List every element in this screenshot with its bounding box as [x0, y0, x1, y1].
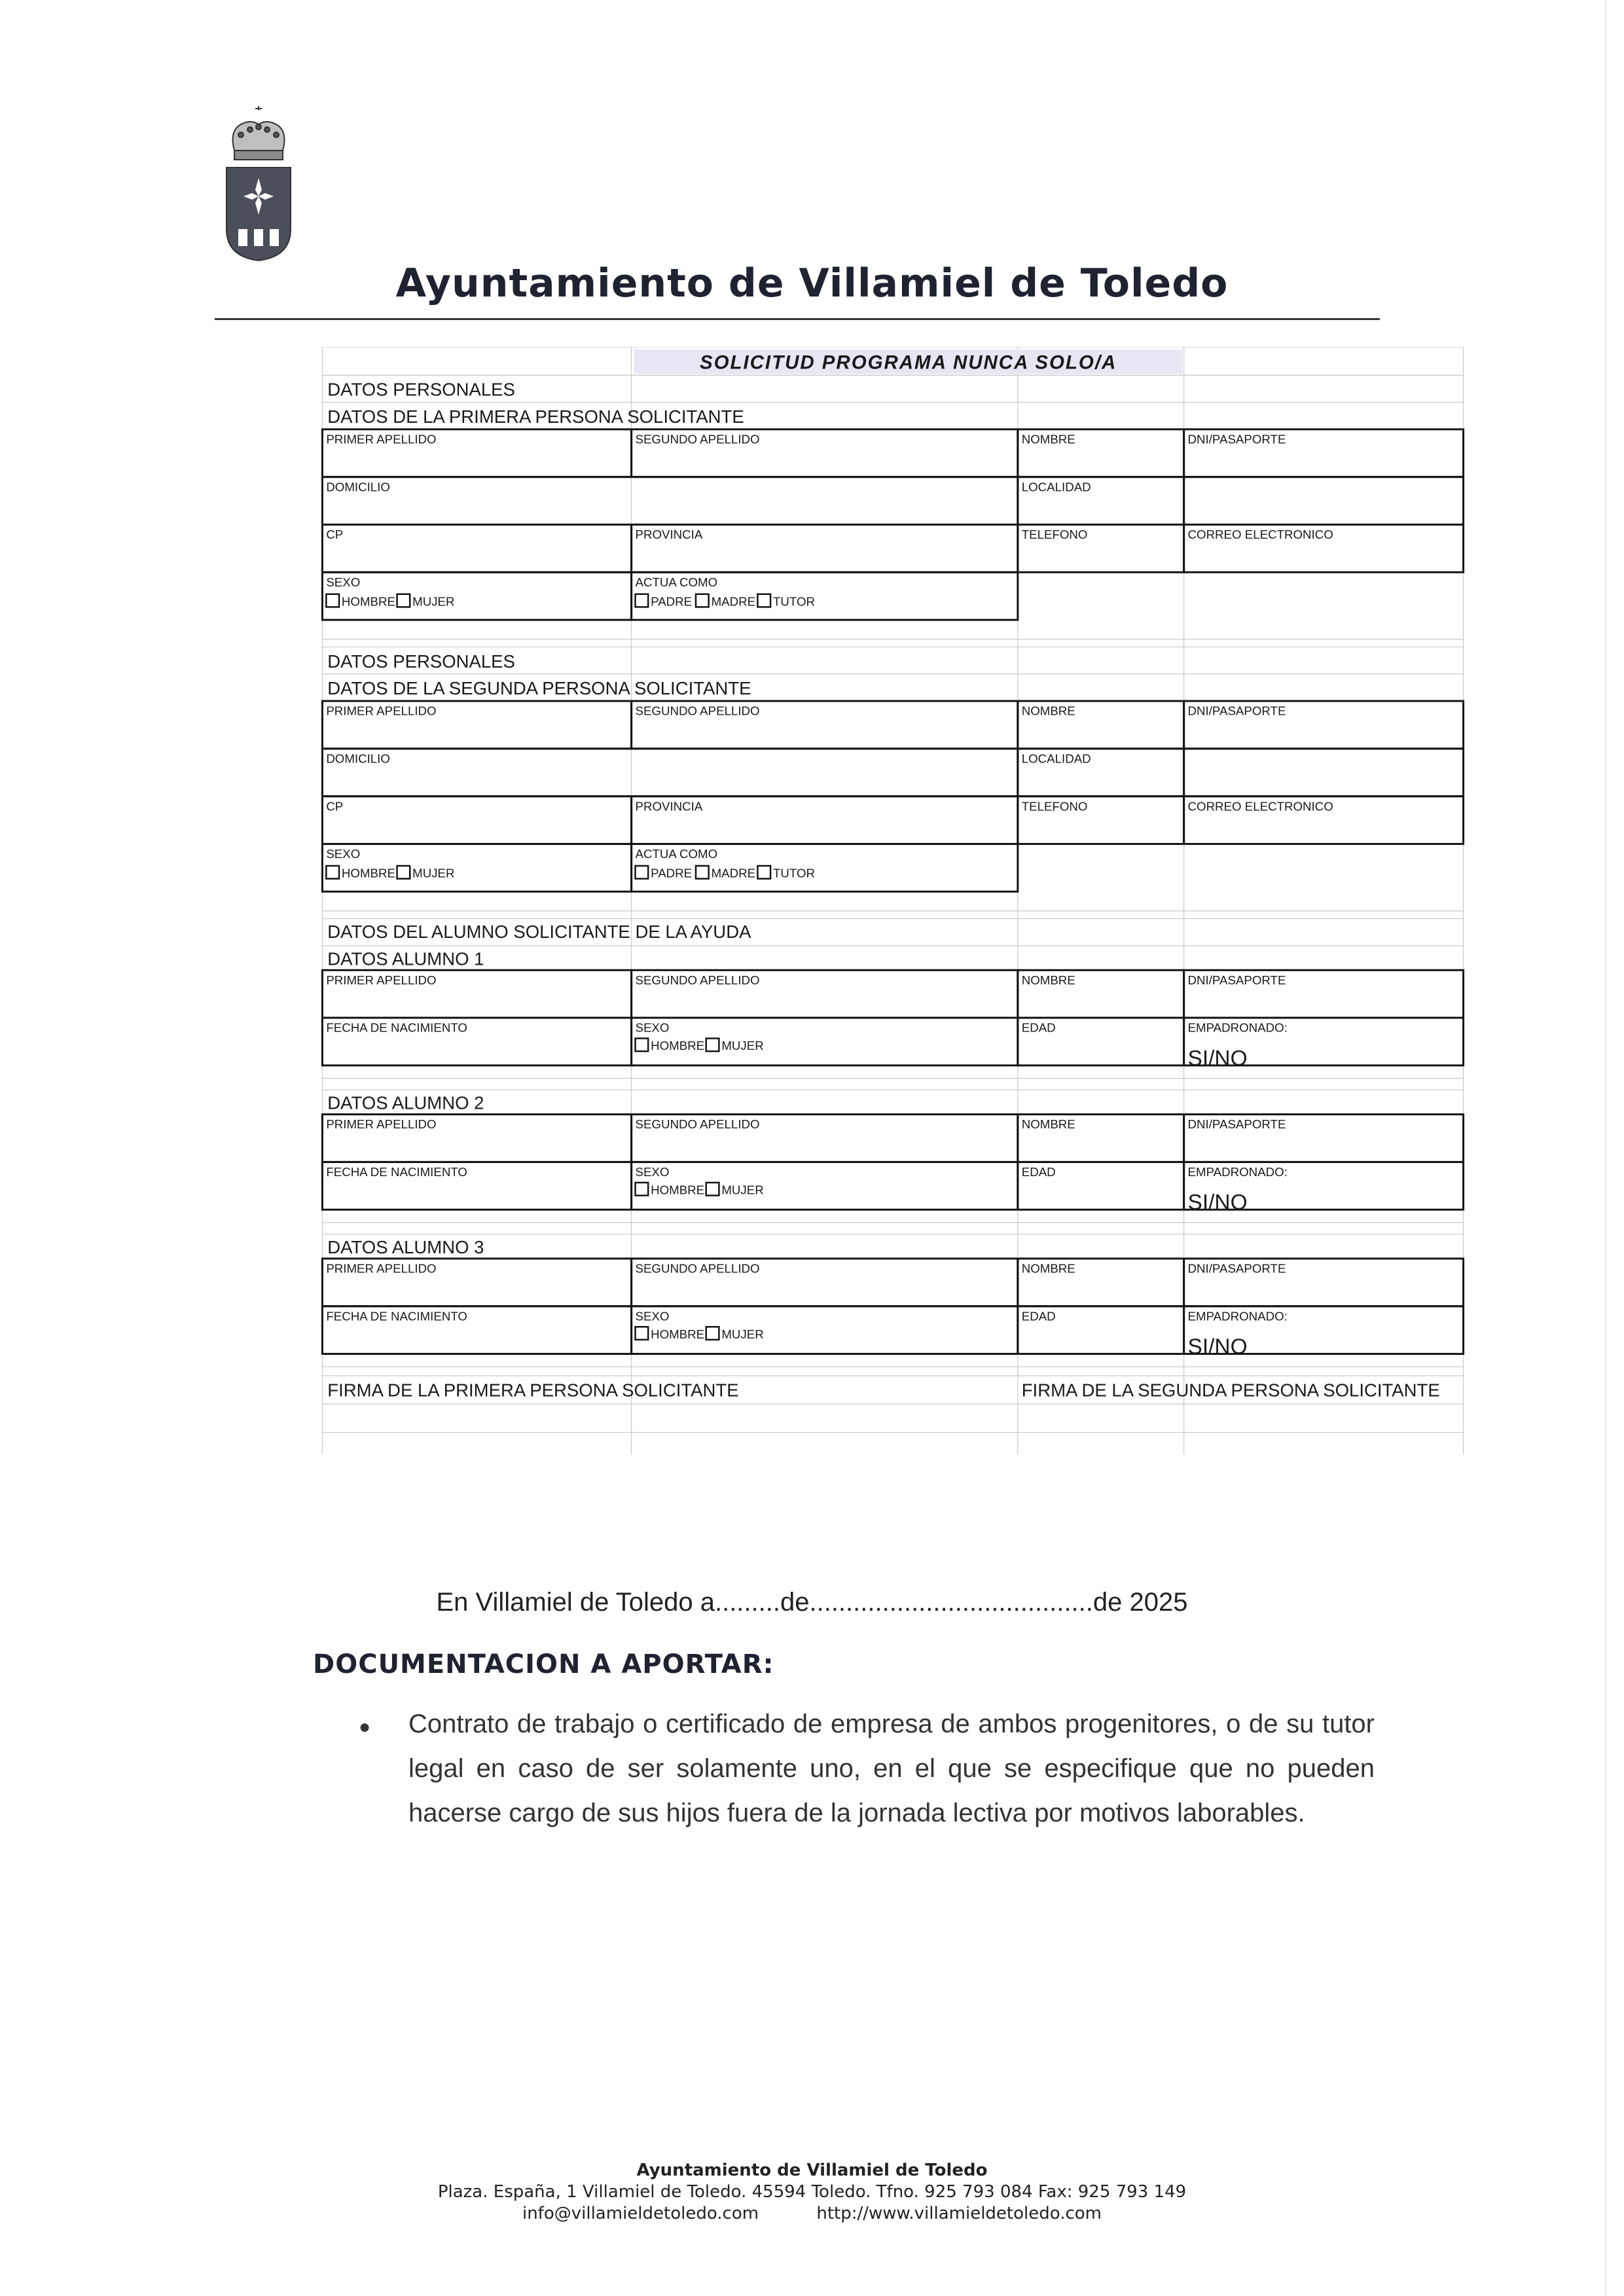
- field-label: DNI/PASAPORTE: [1187, 973, 1286, 987]
- hombre-checkbox: [326, 594, 339, 607]
- field-label: EDAD: [1021, 1165, 1056, 1179]
- si-no-label: SI/NO: [1187, 1191, 1248, 1215]
- section-personal-label: DATOS PERSONALES: [327, 379, 515, 400]
- field-label: SEXO: [326, 847, 361, 861]
- field-label: MADRE: [711, 866, 756, 880]
- field-label: CORREO ELECTRONICO: [1187, 528, 1333, 542]
- field-label: MADRE: [711, 594, 756, 609]
- field-label: DNI/PASAPORTE: [1187, 1261, 1286, 1276]
- padre-checkbox: [636, 594, 649, 607]
- field-label: SEXO: [635, 1020, 670, 1035]
- field-label: EDAD: [1021, 1309, 1056, 1323]
- madre-checkbox: [696, 866, 709, 879]
- field-label: NOMBRE: [1021, 973, 1075, 987]
- field-label: HOMBRE: [651, 1039, 705, 1053]
- mujer-checkbox: [706, 1183, 719, 1196]
- field-label: HOMBRE: [651, 1183, 705, 1197]
- coat-of-arms-icon: [215, 105, 302, 262]
- student-heading-3: DATOS ALUMNO 3: [327, 1237, 484, 1258]
- field-label: ACTUA COMO: [635, 847, 718, 861]
- field-label: TELEFONO: [1021, 799, 1088, 814]
- application-form-grid: [313, 347, 1473, 1454]
- field-label: PADRE: [651, 866, 693, 880]
- field-label: LOCALIDAD: [1021, 480, 1091, 494]
- field-label: SEXO: [635, 1165, 670, 1179]
- form-cell: [322, 525, 631, 573]
- field-label: LOCALIDAD: [1021, 751, 1091, 766]
- madre-checkbox: [696, 594, 709, 607]
- mujer-checkbox: [397, 594, 410, 607]
- field-label: CORREO ELECTRONICO: [1187, 799, 1333, 814]
- hombre-checkbox: [326, 866, 339, 879]
- field-label: SEGUNDO APELLIDO: [635, 1117, 760, 1132]
- field-label: PRIMER APELLIDO: [326, 1261, 437, 1276]
- field-label: PADRE: [651, 594, 693, 609]
- field-label: EMPADRONADO:: [1187, 1165, 1288, 1179]
- field-label: DOMICILIO: [326, 751, 390, 766]
- field-label: FECHA DE NACIMIENTO: [326, 1165, 467, 1179]
- field-label: NOMBRE: [1021, 1117, 1075, 1132]
- mujer-checkbox: [397, 866, 410, 879]
- hombre-checkbox: [636, 1039, 649, 1052]
- documentation-item: Contrato de trabajo o certificado de empresa de ambos progenitores, o de su tutor legal en caso de ser solamente uno, en el que se especifique que no pueden hacerse cargo de sus hijos fuera de la jornada lectiva por motivos laborables.: [408, 1710, 1375, 1827]
- field-label: TELEFONO: [1021, 528, 1088, 542]
- student-heading-2: DATOS ALUMNO 2: [327, 1092, 484, 1113]
- field-label: MUJER: [721, 1039, 764, 1053]
- page-footer: [0, 2160, 1624, 2225]
- field-label: NOMBRE: [1021, 1261, 1075, 1276]
- field-label: MUJER: [721, 1327, 764, 1341]
- field-label: FECHA DE NACIMIENTO: [326, 1309, 467, 1323]
- padre-checkbox: [636, 866, 649, 879]
- si-no-label: SI/NO: [1187, 1046, 1248, 1071]
- field-label: DNI/PASAPORTE: [1187, 1117, 1286, 1132]
- footer-address: Plaza. España, 1 Villamiel de Toledo. 45594 Toledo. Tfno. 925 793 084 Fax: 925 793 149: [437, 2182, 1187, 2202]
- field-label: EDAD: [1021, 1020, 1056, 1035]
- field-label: MUJER: [412, 866, 455, 880]
- mujer-checkbox: [706, 1327, 719, 1340]
- field-label: SEXO: [326, 575, 361, 589]
- place-date-line: En Villamiel de Toledo a.........de.......................................de 2025: [436, 1588, 1188, 1617]
- student-section-heading: DATOS DEL ALUMNO SOLICITANTE DE LA AYUDA: [327, 922, 751, 942]
- field-label: PRIMER APELLIDO: [326, 432, 437, 446]
- field-label: EMPADRONADO:: [1187, 1020, 1288, 1035]
- page-edge-shadow: [1605, 0, 1606, 2296]
- header-divider: [215, 318, 1380, 320]
- field-label: EMPADRONADO:: [1187, 1309, 1288, 1323]
- signature-2-label: FIRMA DE LA SEGUNDA PERSONA SOLICITANTE: [1021, 1380, 1440, 1401]
- town-title: Ayuntamiento de Villamiel de Toledo: [395, 260, 1229, 306]
- field-label: ACTUA COMO: [635, 575, 718, 589]
- field-label: PRIMER APELLIDO: [326, 973, 437, 987]
- field-label: HOMBRE: [651, 1327, 705, 1341]
- si-no-label: SI/NO: [1187, 1335, 1248, 1359]
- field-label: CP: [326, 528, 344, 542]
- field-label: PROVINCIA: [635, 799, 703, 814]
- signature-1-label: FIRMA DE LA PRIMERA PERSONA SOLICITANTE: [327, 1380, 739, 1401]
- field-label: NOMBRE: [1021, 432, 1075, 446]
- field-label: DOMICILIO: [326, 480, 390, 494]
- field-label: DNI/PASAPORTE: [1187, 432, 1286, 446]
- field-label: SEGUNDO APELLIDO: [635, 973, 760, 987]
- form-cell: [322, 797, 631, 844]
- applicant-heading: DATOS DE LA PRIMERA PERSONA SOLICITANTE: [327, 406, 744, 427]
- field-label: HOMBRE: [341, 866, 395, 880]
- form-cell: [1184, 749, 1464, 797]
- field-label: SEXO: [635, 1309, 670, 1323]
- field-label: TUTOR: [773, 594, 816, 609]
- field-label: PRIMER APELLIDO: [326, 704, 437, 718]
- mujer-checkbox: [706, 1039, 719, 1052]
- tutor-checkbox: [757, 866, 770, 879]
- hombre-checkbox: [636, 1327, 649, 1340]
- form-title: SOLICITUD PROGRAMA NUNCA SOLO/A: [699, 351, 1117, 374]
- field-label: MUJER: [412, 594, 455, 609]
- field-label: PRIMER APELLIDO: [326, 1117, 437, 1132]
- field-label: MUJER: [721, 1183, 764, 1197]
- applicant-heading: DATOS DE LA SEGUNDA PERSONA SOLICITANTE: [327, 678, 751, 699]
- student-heading-1: DATOS ALUMNO 1: [327, 948, 484, 969]
- field-label: SEGUNDO APELLIDO: [635, 432, 760, 446]
- field-label: PROVINCIA: [635, 528, 703, 542]
- field-label: TUTOR: [773, 866, 816, 880]
- field-label: DNI/PASAPORTE: [1187, 704, 1286, 718]
- form-cell: [1184, 477, 1464, 525]
- footer-web[interactable]: http://www.villamieldetoledo.com: [816, 2204, 1102, 2223]
- section-personal-label: DATOS PERSONALES: [327, 651, 515, 672]
- hombre-checkbox: [636, 1183, 649, 1196]
- field-label: SEGUNDO APELLIDO: [635, 1261, 760, 1276]
- footer-name: Ayuntamiento de Villamiel de Toledo: [636, 2161, 988, 2180]
- field-label: FECHA DE NACIMIENTO: [326, 1020, 467, 1035]
- field-label: NOMBRE: [1021, 704, 1075, 718]
- documentation-heading: DOCUMENTACION A APORTAR:: [313, 1649, 774, 1679]
- field-label: SEGUNDO APELLIDO: [635, 704, 760, 718]
- field-label: CP: [326, 799, 344, 814]
- field-label: HOMBRE: [341, 594, 395, 609]
- tutor-checkbox: [757, 594, 770, 607]
- footer-contact: [0, 2203, 1624, 2225]
- bullet-icon: ●: [359, 1716, 371, 1738]
- footer-email[interactable]: info@villamieldetoledo.com: [522, 2204, 759, 2223]
- form-cell: [322, 477, 1017, 525]
- form-cell: [322, 749, 1017, 797]
